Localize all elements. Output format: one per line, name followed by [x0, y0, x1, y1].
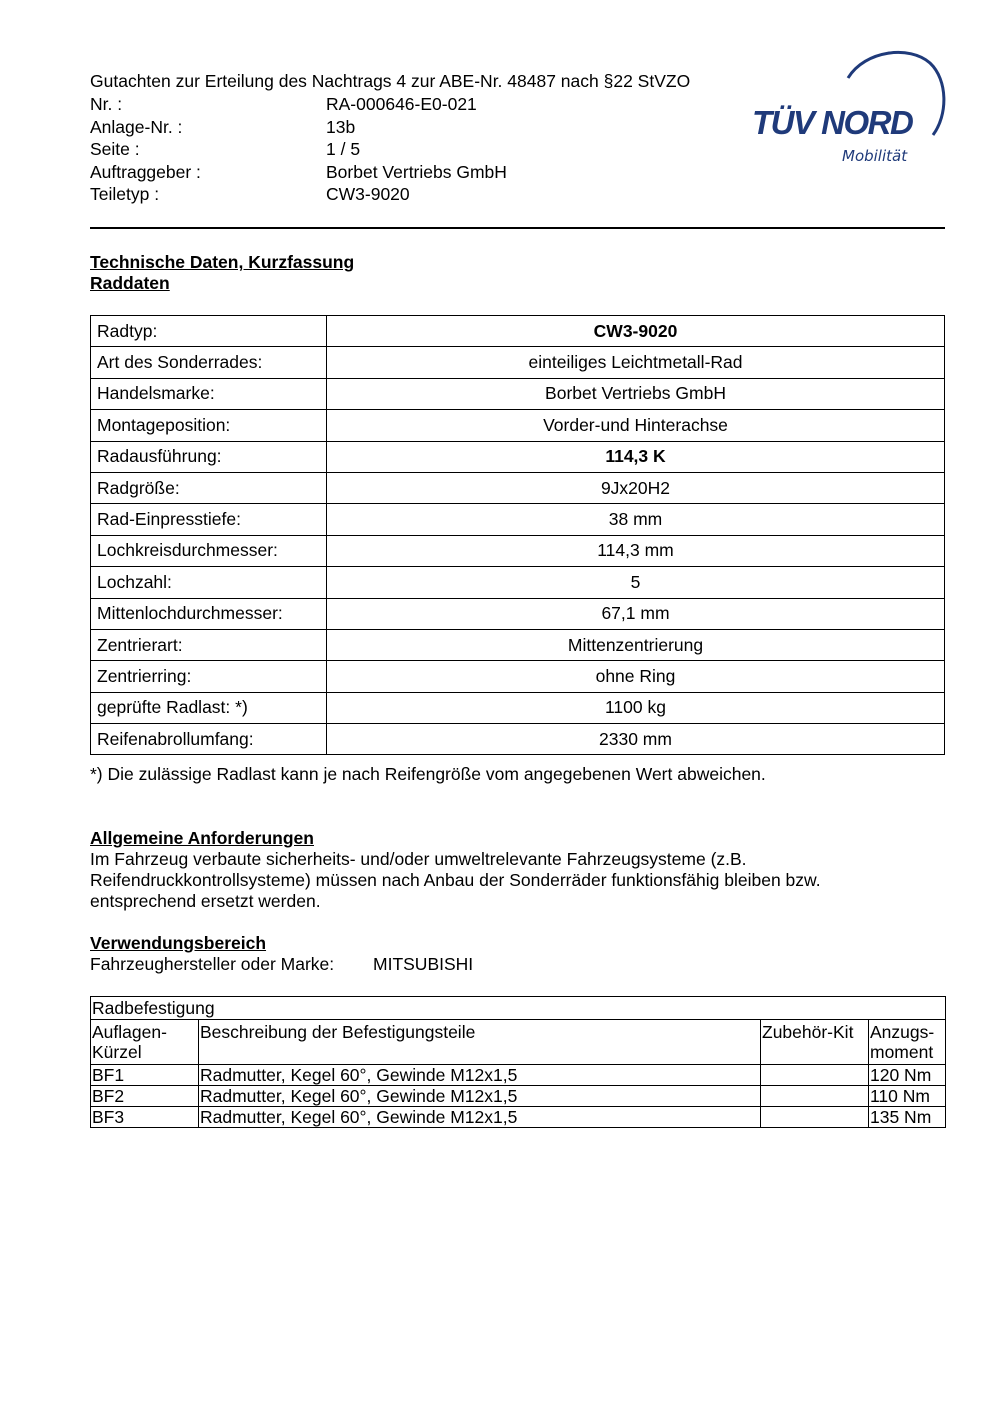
- fixing-torque: 110 Nm: [869, 1086, 946, 1107]
- document-title: Gutachten zur Erteilung des Nachtrags 4 zur ABE-Nr. 48487 nach §22 StVZO: [90, 71, 691, 91]
- header-label: Teiletyp :: [90, 184, 160, 204]
- table-row: [91, 316, 945, 347]
- table-row: [91, 441, 945, 472]
- requirements-line: Reifendruckkontrollsysteme) müssen nach Anbau der Sonderräder funktionsfähig bleiben bzw.: [90, 870, 821, 890]
- fixing-code: BF2: [91, 1086, 199, 1107]
- fixing-kit: [761, 1107, 869, 1128]
- header-label: Anlage-Nr. :: [90, 117, 183, 137]
- spec-value: 2330 mm: [327, 724, 945, 755]
- radlast-footnote: *) Die zulässige Radlast kann je nach Reifengröße vom angegebenen Wert abweichen.: [90, 764, 766, 784]
- spec-label: Montageposition:: [91, 410, 327, 441]
- spec-label: Art des Sonderrades:: [91, 347, 327, 378]
- table-row: [91, 598, 945, 629]
- spec-value: 1100 kg: [327, 692, 945, 723]
- header-row-seite: [90, 138, 690, 160]
- table-row: [91, 410, 945, 441]
- fixing-kit: [761, 1086, 869, 1107]
- fixing-torque: 120 Nm: [869, 1065, 946, 1086]
- spec-value: 67,1 mm: [327, 598, 945, 629]
- tuv-nord-logo: TÜV NORD: [752, 104, 913, 141]
- spec-value: Borbet Vertriebs GmbH: [327, 378, 945, 409]
- fixing-code: BF3: [91, 1107, 199, 1128]
- spec-value: Mittenzentrierung: [327, 629, 945, 660]
- manufacturer-label: Fahrzeughersteller oder Marke:: [90, 954, 335, 974]
- header-row-teiletyp: [90, 183, 690, 205]
- table-row: [91, 504, 945, 535]
- section-subheading-raddaten: Raddaten: [90, 273, 170, 293]
- spec-label: Lochzahl:: [91, 567, 327, 598]
- header-value: RA-000646-E0-021: [326, 94, 477, 114]
- spec-label: Reifenabrollumfang:: [91, 724, 327, 755]
- table-row: [91, 347, 945, 378]
- table-row: [91, 724, 945, 755]
- table-row: [91, 567, 945, 598]
- header-value: CW3-9020: [326, 184, 410, 204]
- spec-value: einteiliges Leichtmetall-Rad: [327, 347, 945, 378]
- header-value: Borbet Vertriebs GmbH: [326, 162, 507, 182]
- fixing-table-title: Radbefestigung: [91, 997, 946, 1020]
- header-value: 1 / 5: [326, 139, 361, 159]
- spec-value: 5: [327, 567, 945, 598]
- spec-label: geprüfte Radlast: *): [91, 692, 327, 723]
- spec-label: Mittenlochdurchmesser:: [91, 598, 327, 629]
- requirements-line: Im Fahrzeug verbaute sicherheits- und/oder umweltrelevante Fahrzeugsysteme (z.B.: [90, 849, 747, 869]
- header-label: Nr. :: [90, 94, 123, 114]
- wheel-data-table: [90, 315, 945, 755]
- fixing-code: BF1: [91, 1065, 199, 1086]
- spec-value: ohne Ring: [327, 661, 945, 692]
- table-row: [91, 661, 945, 692]
- header-row-anlage: [90, 116, 690, 138]
- fixing-description: Radmutter, Kegel 60°, Gewinde M12x1,5: [199, 1086, 761, 1107]
- spec-label: Rad-Einpresstiefe:: [91, 504, 327, 535]
- column-header-description: Beschreibung der Befestigungsteile: [199, 1020, 761, 1065]
- fixing-torque: 135 Nm: [869, 1107, 946, 1128]
- section-heading-technische-daten: Technische Daten, Kurzfassung: [90, 252, 355, 272]
- spec-value: CW3-9020: [327, 316, 945, 347]
- table-row: [91, 692, 945, 723]
- table-header-row: [91, 1020, 946, 1065]
- spec-value: Vorder-und Hinterachse: [327, 410, 945, 441]
- logo-subtitle: Mobilität: [842, 147, 908, 165]
- header-row-auftraggeber: [90, 161, 690, 183]
- spec-value: 114,3 K: [327, 441, 945, 472]
- header-label: Seite :: [90, 139, 140, 159]
- spec-value: 38 mm: [327, 504, 945, 535]
- spec-label: Radausführung:: [91, 441, 327, 472]
- manufacturer-value: MITSUBISHI: [373, 954, 474, 974]
- spec-label: Handelsmarke:: [91, 378, 327, 409]
- wheel-fixing-table: [90, 996, 946, 1128]
- table-row: [91, 378, 945, 409]
- fixing-kit: [761, 1065, 869, 1086]
- spec-label: Radgröße:: [91, 472, 327, 503]
- table-row: [91, 1065, 946, 1086]
- spec-label: Radtyp:: [91, 316, 327, 347]
- table-row: [91, 1107, 946, 1128]
- spec-value: 9Jx20H2: [327, 472, 945, 503]
- table-row: [91, 629, 945, 660]
- table-row: [91, 535, 945, 566]
- column-header-torque: [869, 1020, 946, 1065]
- fixing-description: Radmutter, Kegel 60°, Gewinde M12x1,5: [199, 1107, 761, 1128]
- header-row-nr: [90, 93, 690, 115]
- column-header-code: [91, 1020, 199, 1065]
- fixing-description: Radmutter, Kegel 60°, Gewinde M12x1,5: [199, 1065, 761, 1086]
- column-header-kit: Zubehör-Kit: [761, 1020, 869, 1065]
- table-title-row: [91, 997, 946, 1020]
- requirements-line: entsprechend ersetzt werden.: [90, 891, 321, 911]
- spec-label: Zentrierart:: [91, 629, 327, 660]
- header-label: Auftraggeber :: [90, 162, 201, 182]
- header-value: 13b: [326, 117, 356, 137]
- column-header-line: Kürzel: [92, 1042, 142, 1062]
- spec-label: Zentrierring:: [91, 661, 327, 692]
- column-header-line: Auflagen-: [92, 1022, 167, 1042]
- section-heading-verwendungsbereich: Verwendungsbereich: [90, 933, 267, 953]
- spec-value: 114,3 mm: [327, 535, 945, 566]
- column-header-line: moment: [870, 1042, 934, 1062]
- spec-label: Lochkreisdurchmesser:: [91, 535, 327, 566]
- header-divider: [90, 227, 945, 229]
- table-row: [91, 1086, 946, 1107]
- table-row: [91, 472, 945, 503]
- column-header-line: Anzugs-: [870, 1022, 935, 1042]
- section-heading-anforderungen: Allgemeine Anforderungen: [90, 828, 314, 848]
